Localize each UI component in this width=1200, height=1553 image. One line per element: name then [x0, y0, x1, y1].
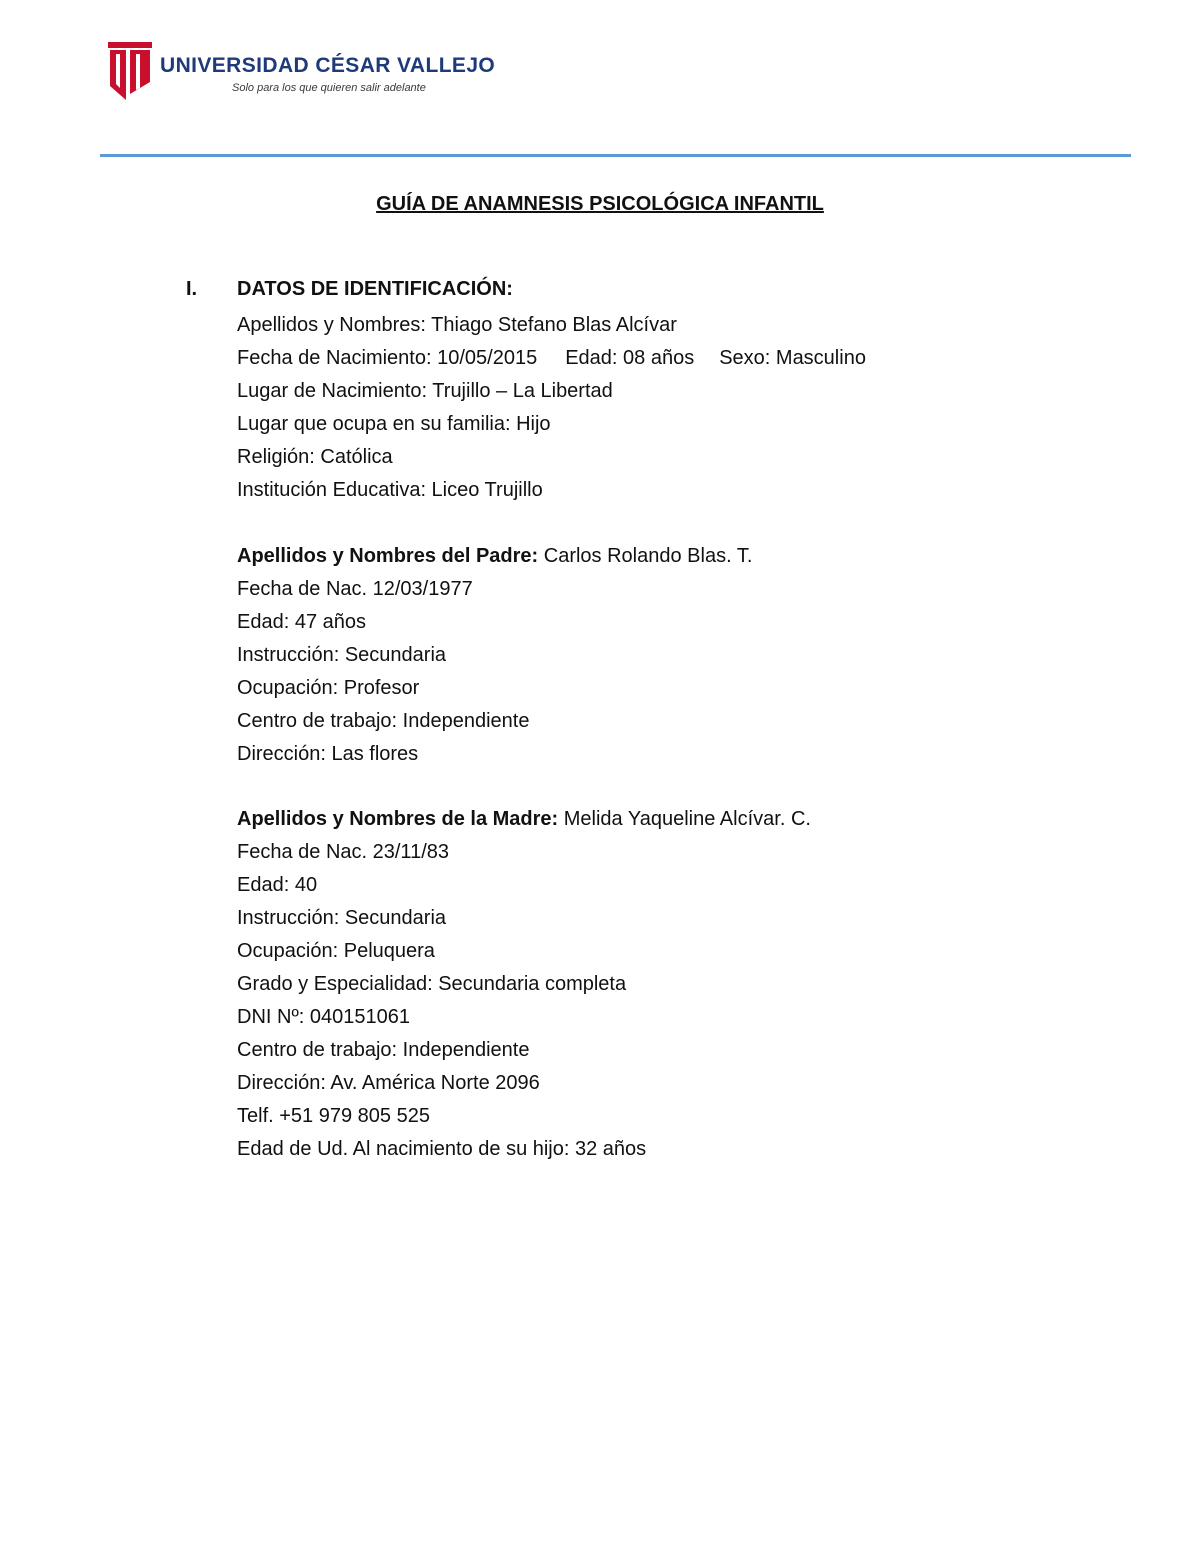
mother-names-value: Melida Yaqueline Alcívar. C. — [558, 808, 811, 830]
father-workplace: Centro de trabajo: Independiente — [237, 710, 530, 732]
father-instruction: Instrucción: Secundaria — [237, 644, 447, 666]
university-shield-icon — [106, 38, 154, 100]
mother-names-row — [237, 803, 811, 836]
mother-phone: Telf. +51 979 805 525 — [237, 1105, 430, 1127]
section-heading: DATOS DE IDENTIFICACIÓN: — [237, 278, 513, 300]
university-name: UNIVERSIDAD CÉSAR VALLEJO — [160, 54, 496, 77]
child-sex: Sexo: Masculino — [719, 347, 866, 369]
mother-workplace: Centro de trabajo: Independiente — [237, 1039, 530, 1061]
university-logo — [106, 38, 496, 104]
child-birth-row — [237, 342, 866, 375]
mother-names-label: Apellidos y Nombres de la Madre: — [237, 808, 559, 830]
father-data-block — [237, 540, 752, 771]
father-address: Dirección: Las flores — [237, 743, 419, 765]
section-number: I. — [186, 278, 198, 300]
father-birth-date: Fecha de Nac. 12/03/1977 — [237, 578, 473, 600]
mother-address: Dirección: Av. América Norte 2096 — [237, 1072, 540, 1094]
father-occupation: Ocupación: Profesor — [237, 677, 420, 699]
university-tagline: Solo para los que quieren salir adelante — [232, 82, 426, 94]
father-age: Edad: 47 años — [237, 611, 366, 633]
header-divider — [100, 154, 1131, 157]
child-data-block — [237, 309, 866, 507]
mother-degree: Grado y Especialidad: Secundaria completa — [237, 973, 627, 995]
father-names-label: Apellidos y Nombres del Padre: — [237, 545, 539, 567]
father-names-row — [237, 540, 752, 573]
mother-age-at-birth: Edad de Ud. Al nacimiento de su hijo: 32 años — [237, 1138, 647, 1160]
child-birth-date: Fecha de Nacimiento: 10/05/2015 — [237, 347, 538, 369]
mother-occupation: Ocupación: Peluquera — [237, 940, 435, 962]
mother-data-block — [237, 803, 811, 1166]
child-religion: Religión: Católica — [237, 446, 393, 468]
mother-age: Edad: 40 — [237, 874, 318, 896]
child-family-position: Lugar que ocupa en su familia: Hijo — [237, 413, 551, 435]
mother-birth-date: Fecha de Nac. 23/11/83 — [237, 841, 449, 863]
father-names-value: Carlos Rolando Blas. T. — [538, 545, 753, 567]
mother-instruction: Instrucción: Secundaria — [237, 907, 447, 929]
document-title: GUÍA DE ANAMNESIS PSICOLÓGICA INFANTIL — [376, 193, 824, 215]
child-school: Institución Educativa: Liceo Trujillo — [237, 479, 543, 501]
child-birth-place: Lugar de Nacimiento: Trujillo – La Libertad — [237, 380, 613, 402]
child-names: Apellidos y Nombres: Thiago Stefano Blas Alcívar — [237, 314, 677, 336]
child-age: Edad: 08 años — [565, 347, 695, 369]
mother-dni: DNI Nº: 040151061 — [237, 1006, 410, 1028]
